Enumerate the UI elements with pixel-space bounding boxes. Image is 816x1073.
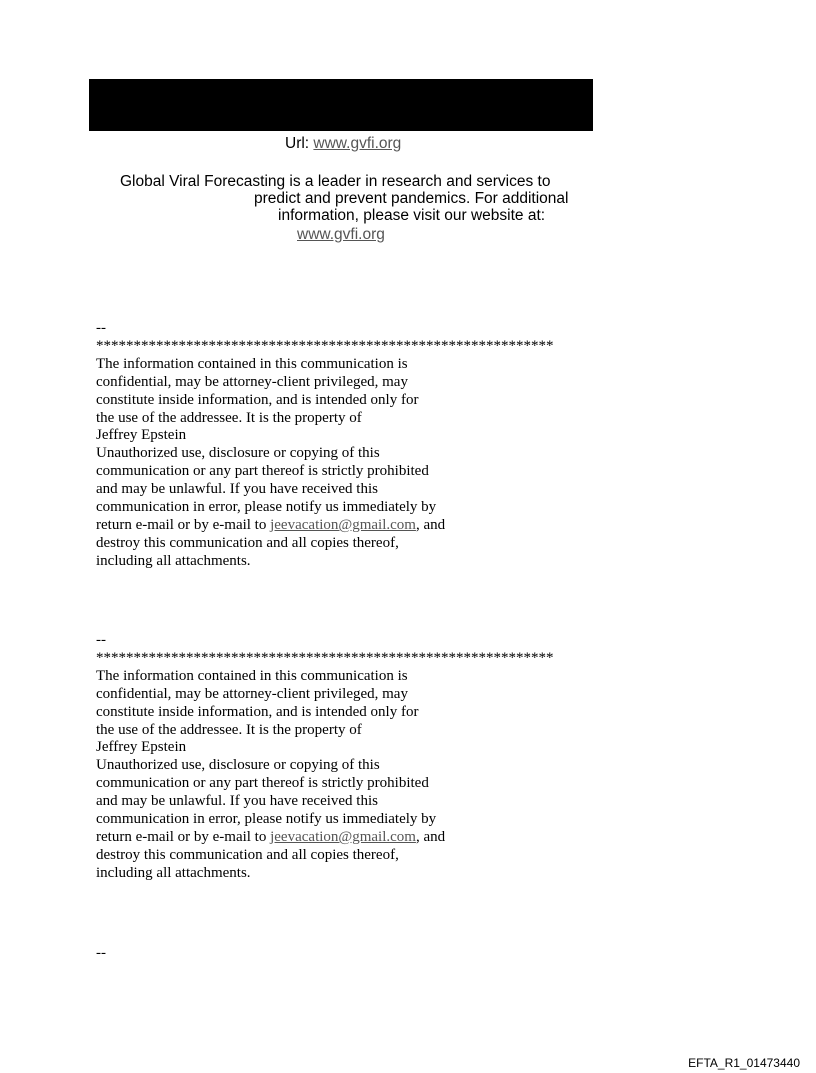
disclaimer-line: The information contained in this communication is <box>96 667 408 684</box>
disclaimer-line: constitute inside information, and is intended only for <box>96 703 419 720</box>
redaction-bar <box>89 79 593 131</box>
separator-dashes: -- <box>96 320 106 336</box>
document-id: EFTA_R1_01473440 <box>688 1056 800 1070</box>
disclaimer-line: The information contained in this communication is <box>96 355 408 372</box>
return-suffix: , and <box>415 828 446 845</box>
url-label: Url: <box>285 135 314 152</box>
disclaimer-line: communication in error, please notify us immediately by <box>96 811 437 828</box>
separator-stars: ************************************************************* <box>96 337 554 354</box>
disclaimer-line: Jeffrey Epstein <box>96 739 187 756</box>
disclaimer-line: including all attachments. <box>96 864 251 881</box>
url-link[interactable]: www.gvfi.org <box>313 135 402 152</box>
disclaimer-line: destroy this communication and all copies thereof, <box>96 846 399 863</box>
disclaimer-line: Unauthorized use, disclosure or copying of this <box>96 757 380 774</box>
email-link[interactable]: jeevacation@gmail.com <box>270 828 416 845</box>
disclaimer-line: the use of the addressee. It is the property of <box>96 409 362 426</box>
disclaimer-block-1 <box>96 320 554 571</box>
disclaimer-line: communication or any part thereof is strictly prohibited <box>96 775 429 792</box>
gvf-website-link[interactable]: www.gvfi.org <box>297 226 385 243</box>
disclaimer-line: and may be unlawful. If you have received this <box>96 481 378 498</box>
gvf-description-line-1: Global Viral Forecasting is a leader in research and services to <box>120 173 551 190</box>
url-line <box>285 135 401 152</box>
email-link[interactable]: jeevacation@gmail.com <box>270 516 416 533</box>
separator-dashes: -- <box>96 632 106 648</box>
return-prefix: return e-mail or by e-mail to <box>96 828 271 845</box>
disclaimer-line: Jeffrey Epstein <box>96 427 187 444</box>
disclaimer-line: confidential, may be attorney-client privileged, may <box>96 685 408 702</box>
separator-stars: ************************************************************* <box>96 649 554 666</box>
disclaimer-line: communication in error, please notify us immediately by <box>96 499 437 516</box>
disclaimer-line: constitute inside information, and is intended only for <box>96 391 419 408</box>
disclaimer-line: the use of the addressee. It is the property of <box>96 721 362 738</box>
return-prefix: return e-mail or by e-mail to <box>96 516 271 533</box>
disclaimer-line: including all attachments. <box>96 552 251 569</box>
gvf-description-line-2: predict and prevent pandemics. For additional <box>254 190 569 207</box>
disclaimer-line: confidential, may be attorney-client privileged, may <box>96 373 408 390</box>
gvf-description-line-3: information, please visit our website at: <box>278 207 546 224</box>
disclaimer-line: communication or any part thereof is strictly prohibited <box>96 463 429 480</box>
disclaimer-line: and may be unlawful. If you have received this <box>96 793 378 810</box>
disclaimer-return-line <box>96 517 554 535</box>
final-separator-dashes: -- <box>96 945 106 961</box>
disclaimer-line: Unauthorized use, disclosure or copying of this <box>96 445 380 462</box>
disclaimer-block-2 <box>96 632 554 883</box>
return-suffix: , and <box>415 516 446 533</box>
disclaimer-line: destroy this communication and all copies thereof, <box>96 534 399 551</box>
disclaimer-return-line <box>96 829 554 847</box>
